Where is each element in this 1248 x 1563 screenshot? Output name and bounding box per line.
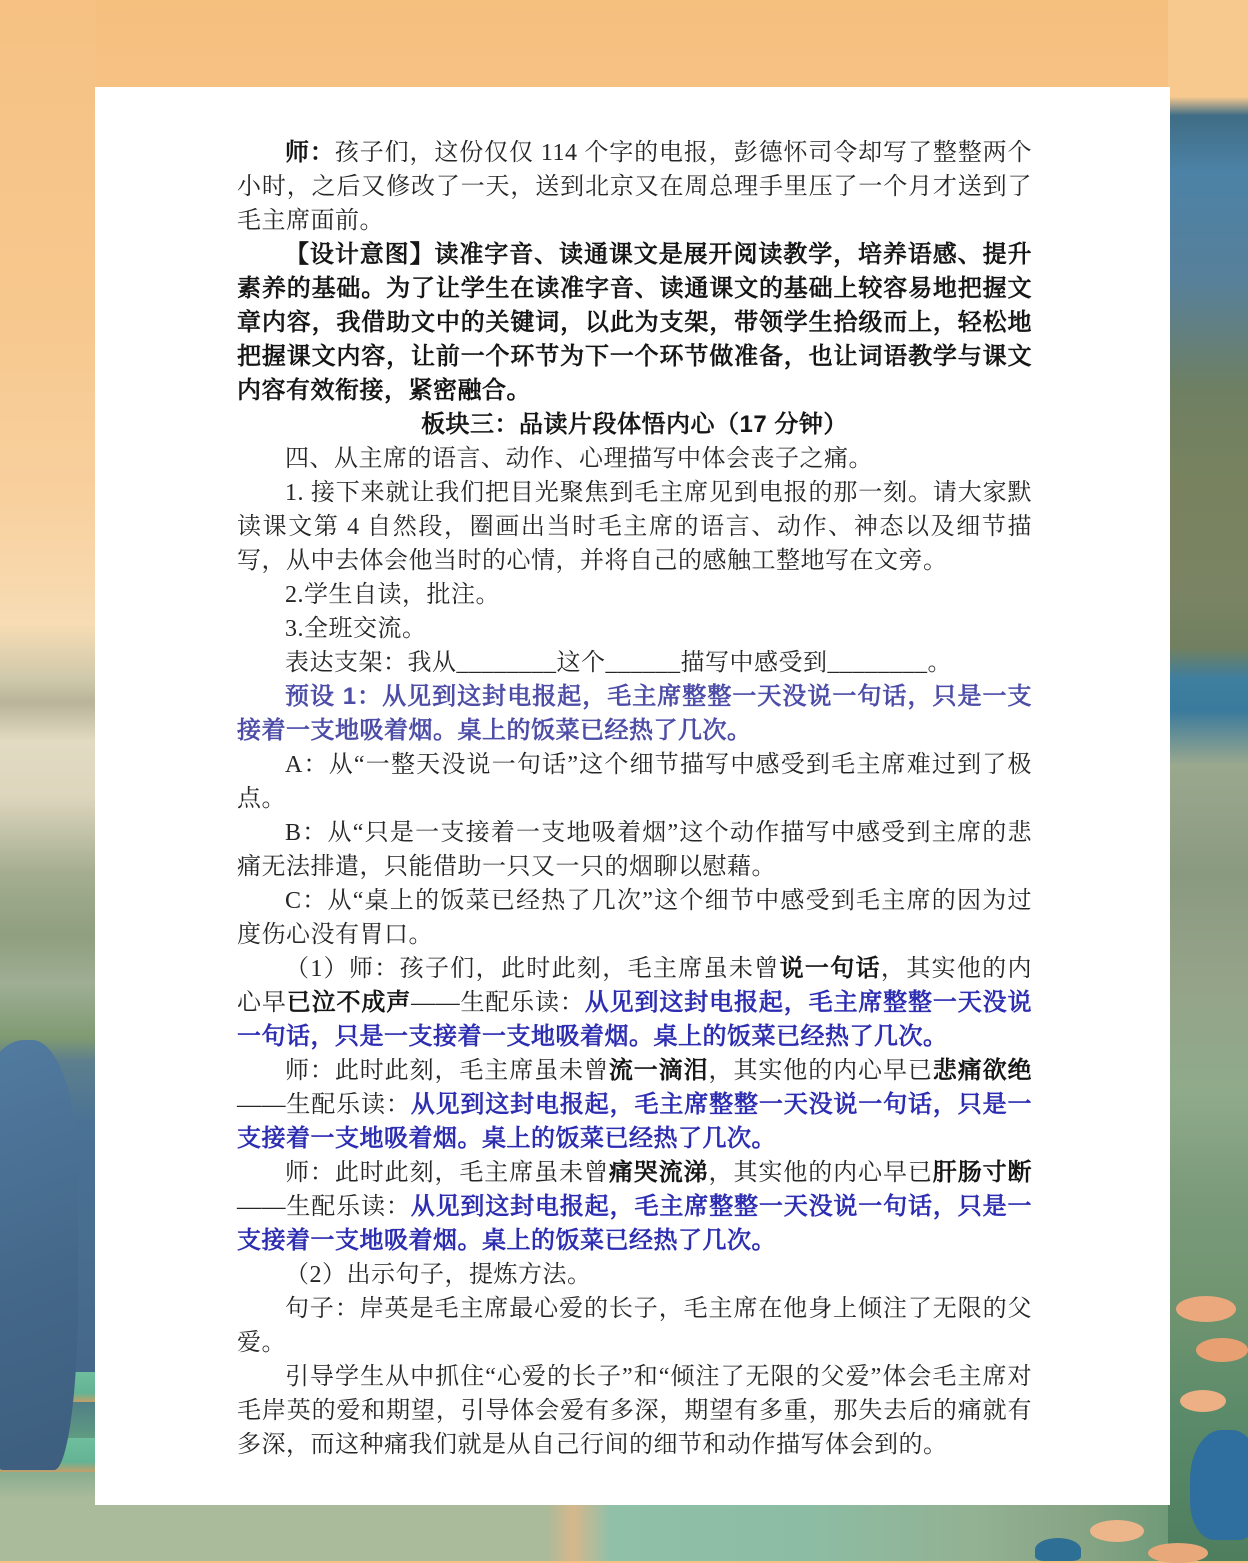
background-right-mountains [1168, 0, 1248, 1561]
text-segment: 说一句话 [779, 955, 881, 982]
paragraph [237, 238, 1032, 408]
text-segment: C：从“桌上的饭菜已经热了几次”这个细节中感受到毛主席的因为过度伤心没有胃口。 [237, 888, 1032, 948]
paragraph [237, 952, 1032, 1054]
text-segment: （2）出示句子，提炼方法。 [285, 1262, 592, 1288]
paragraph [237, 748, 1032, 816]
blue-rock-shape [1190, 1430, 1248, 1540]
text-segment: ，其实他的内心早已 [708, 1160, 933, 1186]
paragraph [237, 476, 1032, 578]
text-segment: 引导学生从中抓住“心爱的长子”和“倾注了无限的父爱”体会毛主席对毛岸英的爱和期望，引导体会爱有多深，期望有多重，那失去后的痛就有多深，而这种痛我们就是从自己行间的细节和动作描写体会到的。 [237, 1364, 1032, 1458]
blue-rock-shape [1035, 1538, 1081, 1561]
paragraph [237, 578, 1032, 612]
text-segment: 【设计意图】读准字音、读通课文是展开阅读教学，培养语感、提升素养的基础。为了让学生在读准字音、读通课文的基础上较容易地把握文章内容，我借助文中的关键词，以此为支架，带领学生拾级而上，轻松地把握课文内容，让前一个环节为下一个环节做准备，也让词语教学与课文内容有效衔接，紧密融合。 [237, 241, 1032, 404]
tree-canopy-shape [1196, 1338, 1248, 1362]
document-body [95, 87, 1170, 1462]
text-segment: 师： [285, 139, 335, 166]
text-segment: 流一滴泪 [608, 1057, 709, 1084]
text-segment: 悲痛欲绝 [932, 1057, 1033, 1084]
text-segment: 2.学生自读，批注。 [285, 582, 500, 608]
paragraph [237, 1292, 1032, 1360]
text-segment: 痛哭流涕 [608, 1159, 709, 1186]
paragraph [237, 884, 1032, 952]
paragraph [237, 1156, 1032, 1258]
tree-canopy-shape [1148, 1543, 1208, 1563]
text-segment: 表达支架：我从________这个______描写中感受到________。 [285, 650, 952, 676]
background-bottom-landscape [96, 1503, 1168, 1561]
paragraph [237, 1360, 1032, 1462]
text-segment: 预设 1： [285, 683, 383, 710]
text-segment: 从见到这封电报起，毛主席整整一天没说一句话，只是一支接着一支地吸着烟。桌上的饭菜已经热了几次。 [237, 683, 1033, 744]
paragraph [237, 136, 1032, 238]
paragraph [237, 1054, 1032, 1156]
text-segment: ，其实他的内心早 [237, 956, 1033, 1016]
text-segment: 从见到这封电报起，毛主席整整一天没说一句话，只是一支接着一支地吸着烟。桌上的饭菜已经热了几次。 [237, 989, 1033, 1050]
text-segment: 1. 接下来就让我们把目光聚焦到毛主席见到电报的那一刻。请大家默读课文第 4 自然段，圈画出当时毛主席的语言、动作、神态以及细节描写，从中去体会他当时的心情，并将自己的感触工整地写在文旁。 [237, 480, 1032, 574]
text-segment: 从见到这封电报起，毛主席整整一天没说一句话，只是一支接着一支地吸着烟。桌上的饭菜已经热了几次。 [237, 1193, 1033, 1254]
text-segment: ——生配乐读： [237, 1194, 411, 1220]
text-segment: 肝肠寸断 [932, 1159, 1033, 1186]
tree-canopy-shape [1180, 1390, 1226, 1412]
text-segment: （1）师：孩子们，此时此刻，毛主席虽未曾 [285, 956, 780, 982]
text-segment: B：从“只是一支接着一支地吸着烟”这个动作描写中感受到主席的悲痛无法排遣，只能借助一只又一只的烟聊以慰藉。 [237, 820, 1032, 880]
text-segment: 板块三：品读片段体悟内心（17 分钟） [421, 411, 848, 438]
text-segment: A：从“一整天没说一句话”这个细节描写中感受到毛主席难过到了极点。 [237, 752, 1032, 812]
paragraph [237, 680, 1032, 748]
tree-canopy-shape [1176, 1296, 1236, 1322]
paragraph [237, 646, 1032, 680]
paragraph [237, 612, 1032, 646]
text-segment: 师：此时此刻，毛主席虽未曾 [285, 1160, 609, 1186]
text-segment: 孩子们，这份仅仅 114 个字的电报，彭德怀司令却写了整整两个小时，之后又修改了一天，送到北京又在周总理手里压了一个月才送到了毛主席面前。 [237, 140, 1033, 234]
text-segment: 句子：岸英是毛主席最心爱的长子，毛主席在他身上倾注了无限的父爱。 [237, 1296, 1032, 1356]
text-segment: ，其实他的内心早已 [708, 1058, 933, 1084]
text-segment: ——生配乐读： [237, 1092, 411, 1118]
text-segment: ——生配乐读： [411, 990, 585, 1016]
text-segment: 已泣不成声 [286, 989, 412, 1016]
tree-canopy-shape [1090, 1520, 1144, 1542]
paragraph [237, 442, 1032, 476]
text-segment: 师：此时此刻，毛主席虽未曾 [285, 1058, 609, 1084]
text-segment: 四、从主席的语言、动作、心理描写中体会丧子之痛。 [285, 446, 873, 472]
blue-rock-shape [0, 1040, 78, 1470]
section-heading [237, 408, 1032, 442]
text-segment: 3.全班交流。 [285, 616, 427, 642]
document-page [95, 87, 1170, 1505]
paragraph [237, 816, 1032, 884]
paragraph [237, 1258, 1032, 1292]
text-segment: 从见到这封电报起，毛主席整整一天没说一句话，只是一支接着一支地吸着烟。桌上的饭菜已经热了几次。 [237, 1091, 1033, 1152]
